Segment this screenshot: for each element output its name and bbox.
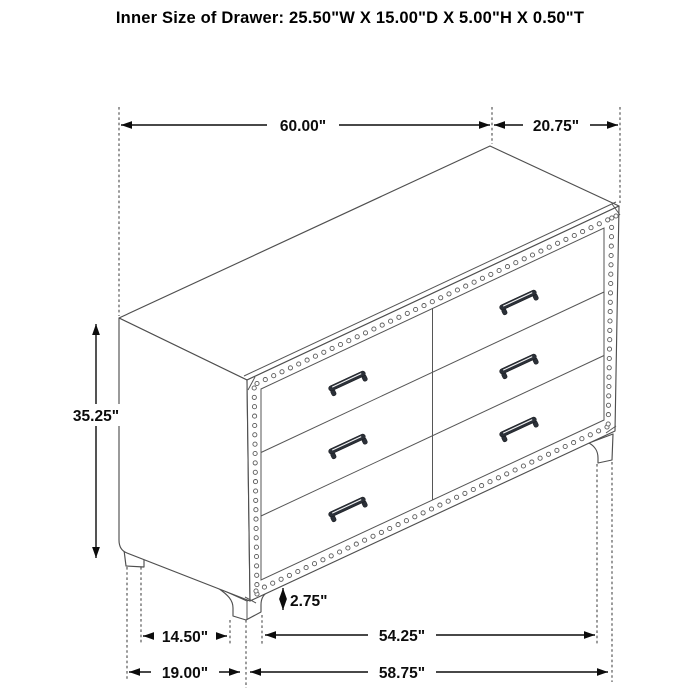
- dimension-overall-depth: [494, 114, 618, 136]
- dimension-label: 14.50": [161, 629, 209, 646]
- dimension-label: 19.00": [161, 665, 209, 682]
- dimension-leg-height: [283, 588, 338, 611]
- dimension-overall-width: [121, 114, 490, 136]
- dimension-label: 20.75": [532, 118, 580, 135]
- dimension-label: 58.75": [378, 665, 426, 682]
- dimension-label: 54.25": [378, 628, 426, 645]
- dimension-front-leg-span: [250, 661, 608, 683]
- dresser-drawing: [119, 146, 620, 620]
- dimension-label: 2.75": [290, 593, 328, 610]
- dimension-side-overall-depth: [129, 661, 240, 683]
- dimension-side-leg-inner-span: [143, 625, 227, 647]
- dimension-label: 60.00": [279, 118, 327, 135]
- dimension-label: 35.25": [72, 408, 120, 425]
- page-title: Inner Size of Drawer: 25.50"W X 15.00"D X 5.00"H X 0.50"T: [115, 9, 585, 27]
- dimension-front-leg-inner-span: [265, 624, 595, 646]
